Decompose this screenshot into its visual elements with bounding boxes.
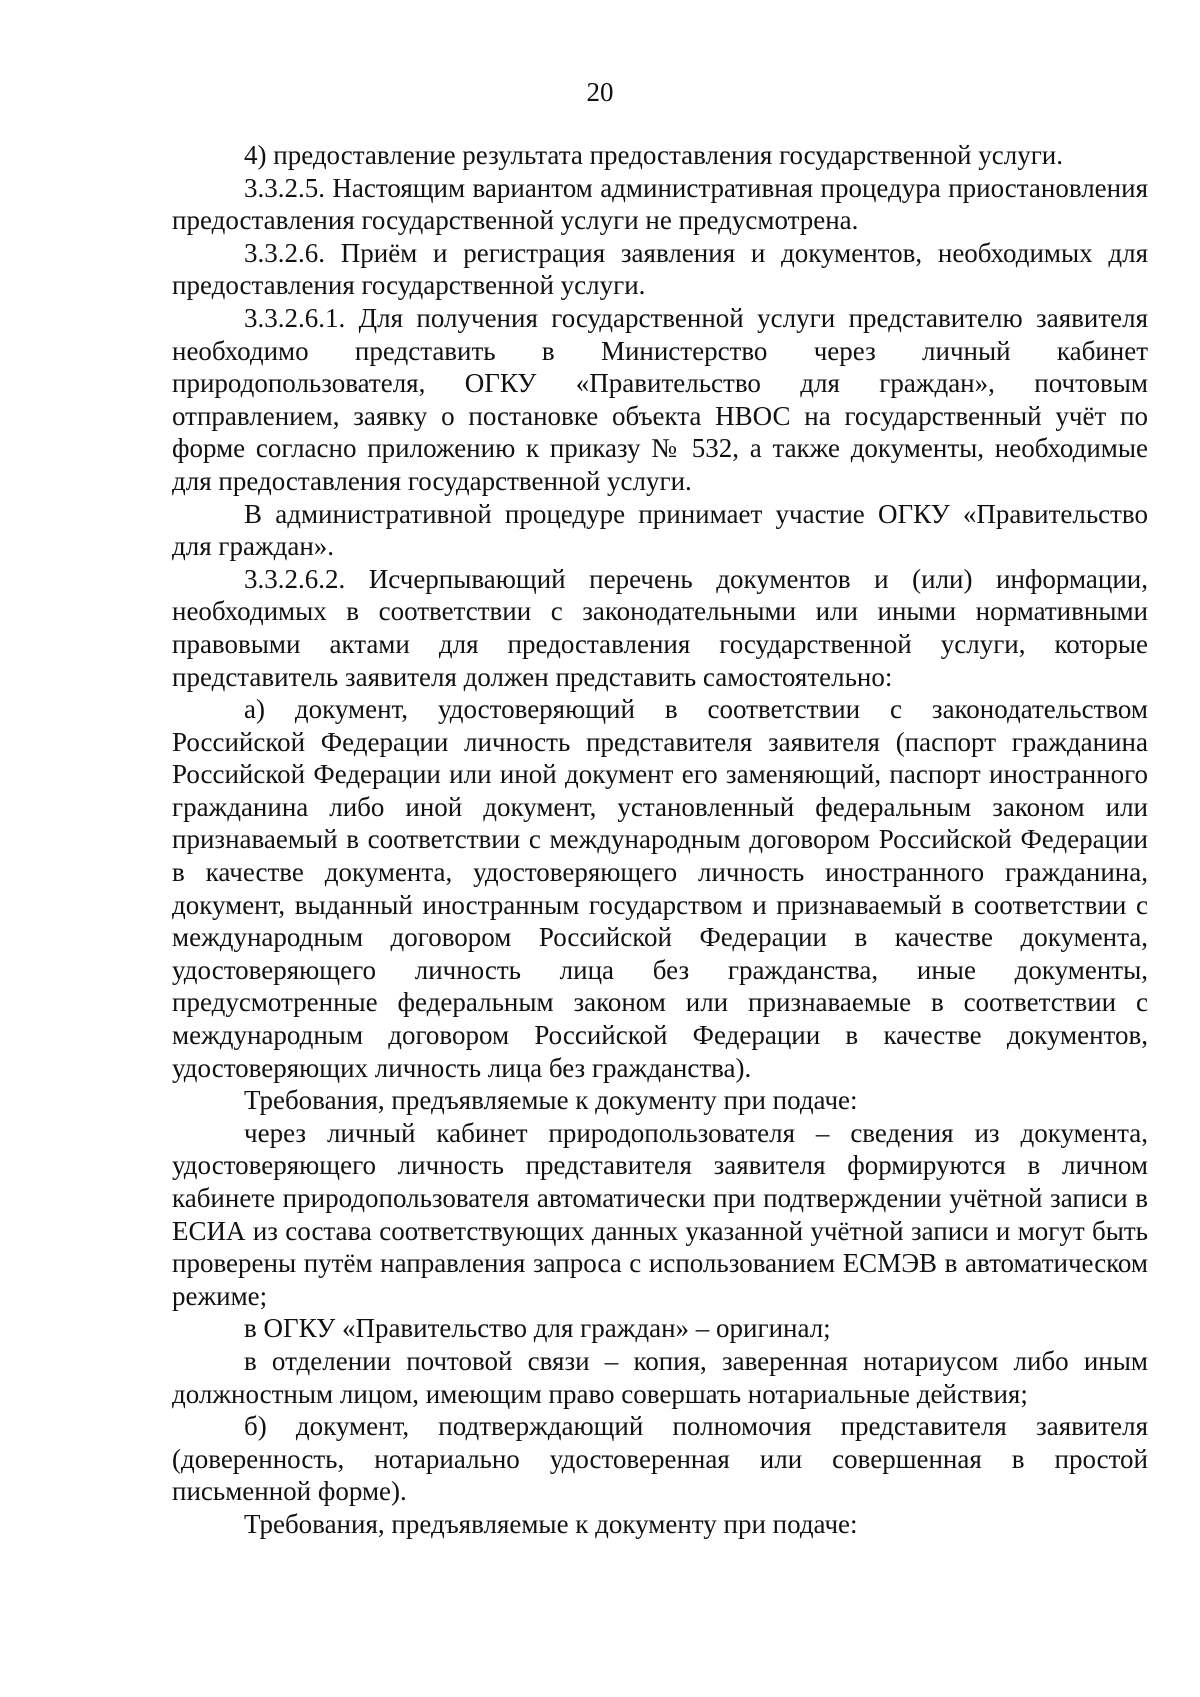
document-body xyxy=(172,139,1148,1541)
paragraph-personal-account: через личный кабинет природопользователя – сведения из документа, удостоверяющего личность представителя заявителя формируются в личном кабинете природопользователя автоматически при подтверждении учётной записи в ЕСИА из состава соответствующих данных указанной учётной записи и могут быть проверены путём направления запроса с использованием ЕСМЭВ в автоматическом режиме; xyxy=(172,1117,1148,1311)
paragraph-3-3-2-5: 3.3.2.5. Настоящим вариантом административная процедура приостановления предоставления государственной услуги не предусмотрена. xyxy=(172,172,1148,236)
page-number: 20 xyxy=(586,77,614,107)
paragraph-item-a: а) документ, удостоверяющий в соответствии с законодательством Российской Федерации личность представителя заявителя (паспорт гражданина Российской Федерации или иной документ его заменяющий, паспорт иностранного гражданина либо иной документ, установленный федеральным законом или признаваемый в соответствии с международным договором Российской Федерации в качестве документа, удостоверяющего личность иностранного гражданина, документ, выданный иностранным государством и признаваемый в соответствии с международным договором Российской Федерации в качестве документа, удостоверяющего личность лица без гражданства, иные документы, предусмотренные федеральным законом или признаваемые в соответствии с международным договором Российской Федерации в качестве документов, удостоверяющих личность лица без гражданства). xyxy=(172,694,1148,1083)
paragraph-ogku-original: в ОГКУ «Правительство для граждан» – оригинал; xyxy=(244,1313,831,1344)
paragraph-result-item: 4) предоставление результата предоставления государственной услуги. xyxy=(244,140,1063,170)
paragraph-3-3-2-6-2: 3.3.2.6.2. Исчерпывающий перечень документов и (или) информации, необходимых в соответствии с законодательными или иными нормативными правовыми актами для предоставления государственной услуги, которые представитель заявителя должен представить самостоятельно: xyxy=(172,563,1148,692)
paragraph-item-b: б) документ, подтверждающий полномочия представителя заявителя (доверенность, нотариально удостоверенная или совершенная в простой письменной форме). xyxy=(172,1411,1148,1507)
paragraph-requirements-heading-2: Требования, предъявляемые к документу при подаче: xyxy=(244,1508,858,1539)
paragraph-post-office: в отделении почтовой связи – копия, заверенная нотариусом либо иным должностным лицом, имеющим право совершать нотариальные действия; xyxy=(172,1345,1148,1409)
paragraph-participation: В административной процедуре принимает участие ОГКУ «Правительство для граждан». xyxy=(172,498,1148,562)
paragraph-3-3-2-6: 3.3.2.6. Приём и регистрация заявления и документов, необходимых для предоставления государственной услуги. xyxy=(172,237,1148,301)
paragraph-requirements-heading: Требования, предъявляемые к документу при подаче: xyxy=(244,1085,858,1116)
paragraph-3-3-2-6-1: 3.3.2.6.1. Для получения государственной услуги представителю заявителя необходимо представить в Министерство через личный кабинет природопользователя, ОГКУ «Правительство для граждан», почтовым отправлением, заявку о постановке объекта НВОС на государственный учёт по форме согласно приложению к приказу № 532, а также документы, необходимые для предоставления государственной услуги. xyxy=(172,302,1148,496)
